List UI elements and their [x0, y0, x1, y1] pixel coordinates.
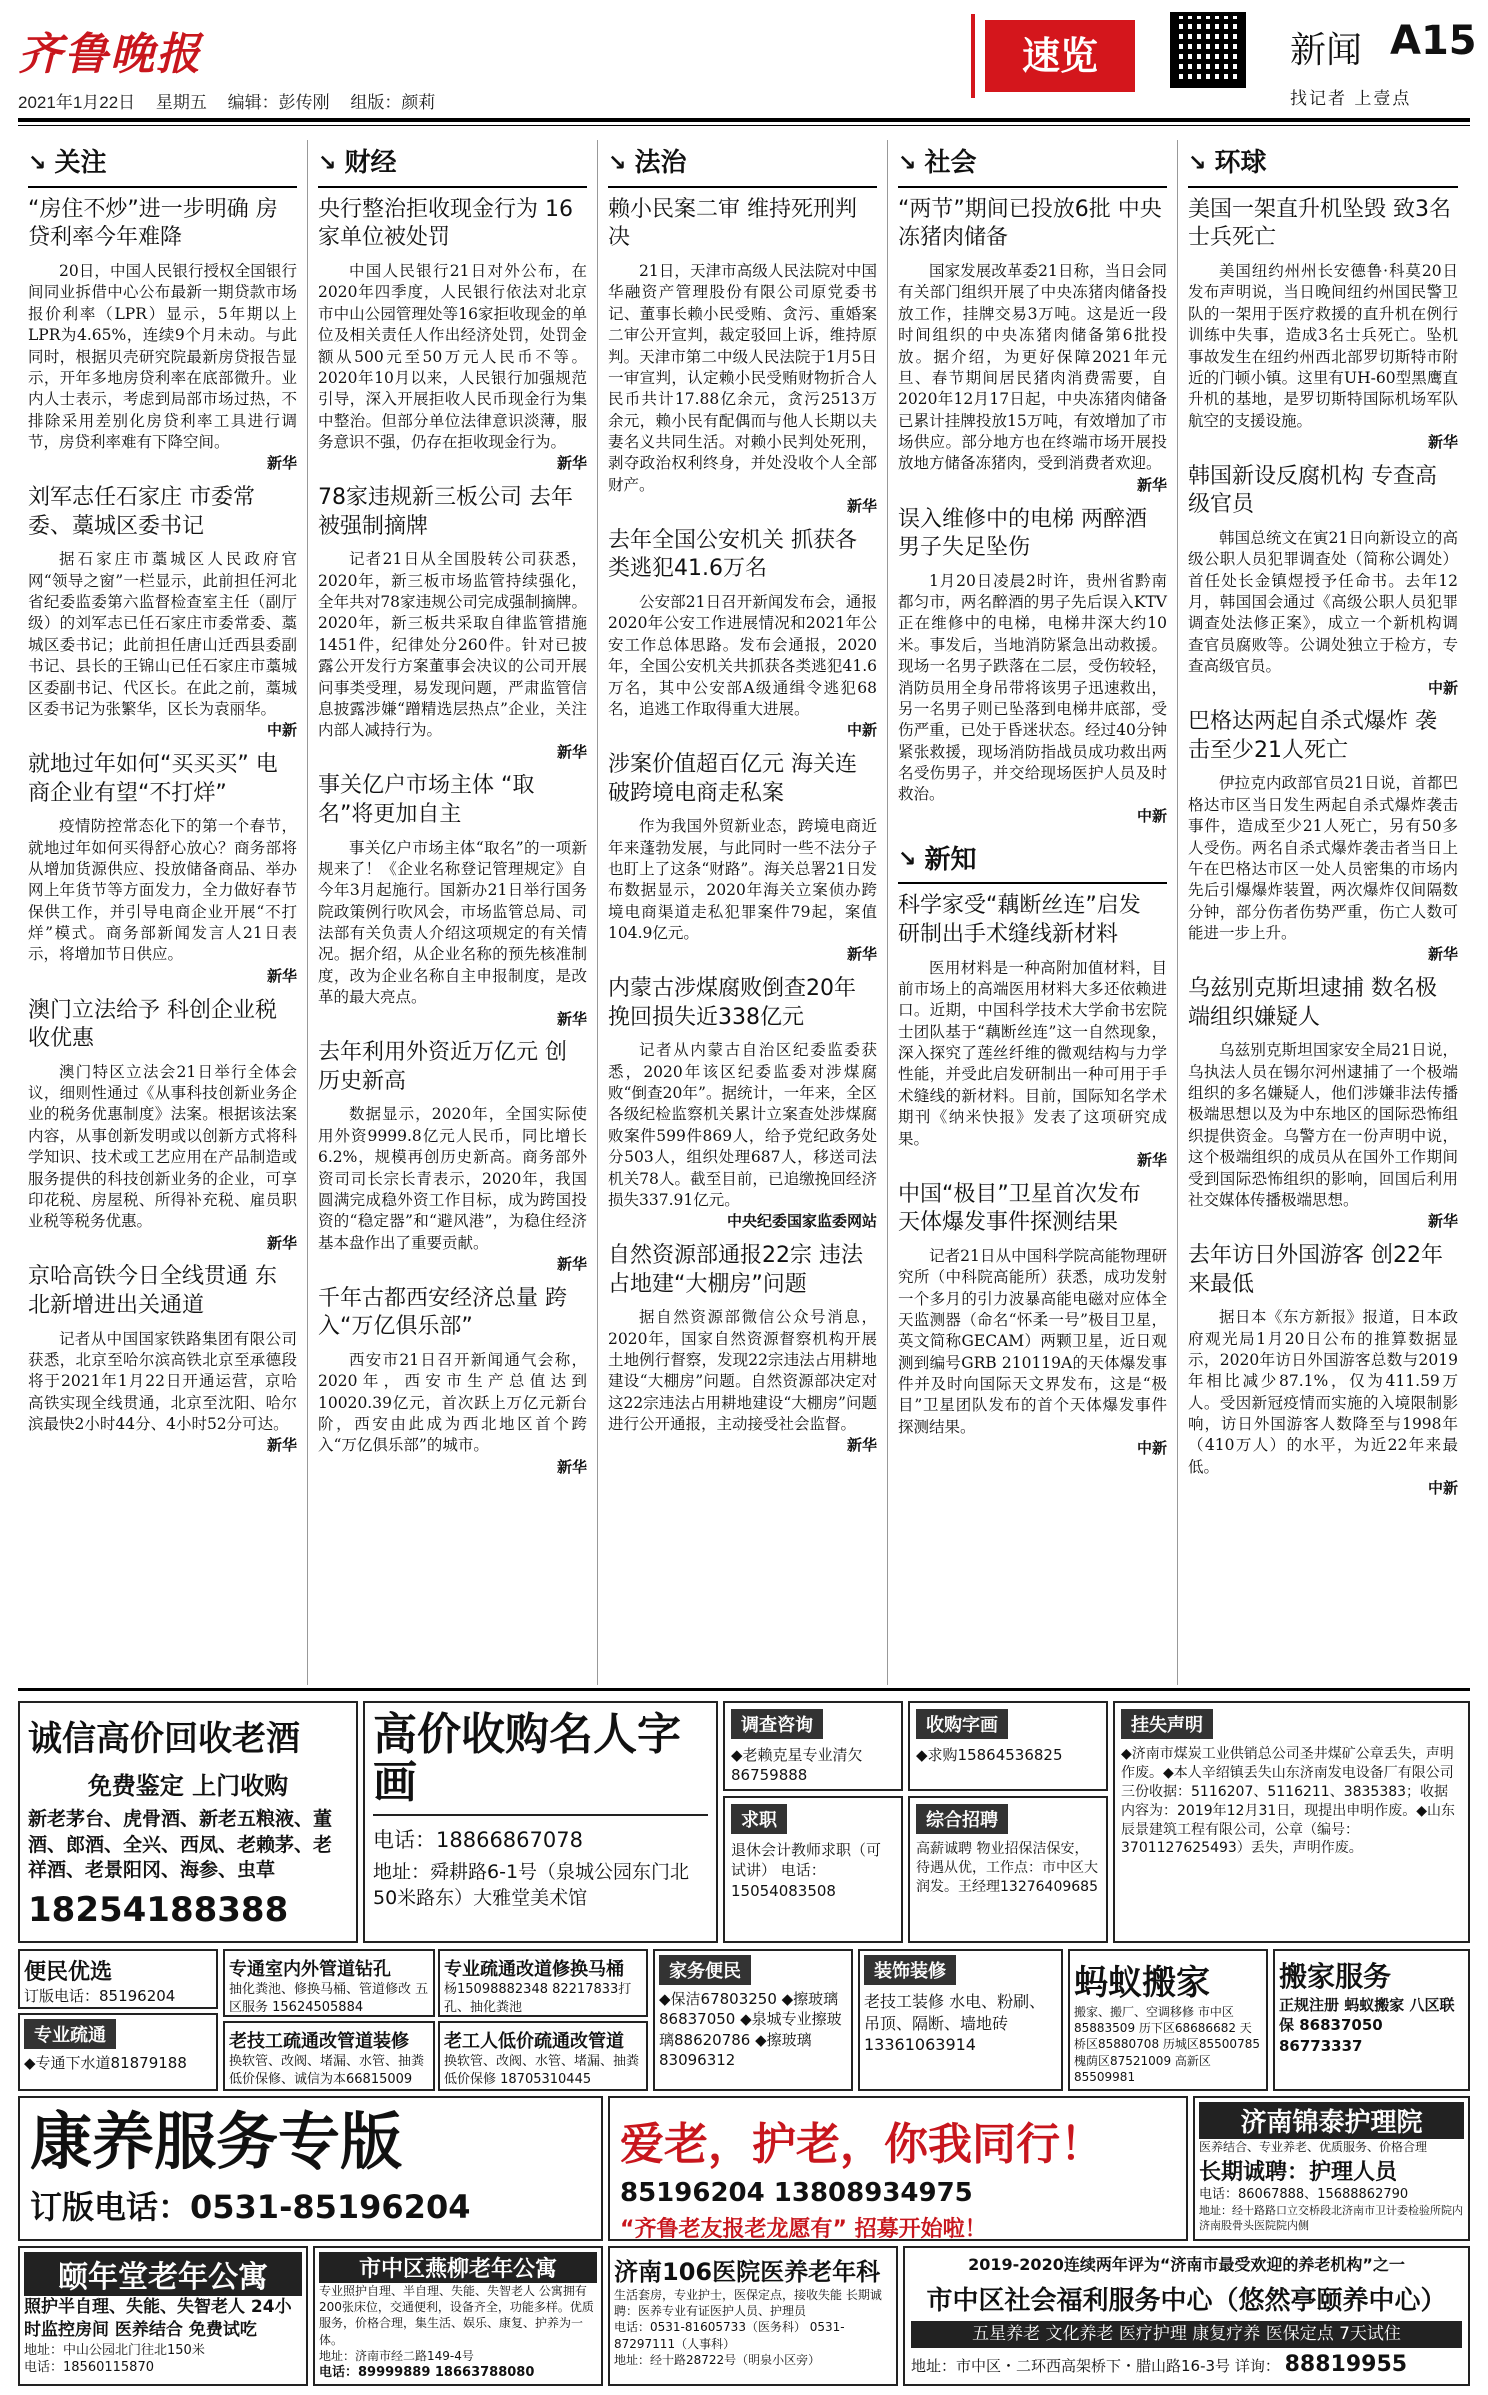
qr-code-icon: [1170, 12, 1246, 88]
column-law: [598, 140, 888, 1685]
ad-text: 搬家、搬厂、空调移修 市中区85883509 历下区68686682 天桥区85880708 历城区85500785 槐荫区87521009 高新区85509981: [1074, 2005, 1260, 2084]
article[interactable]: [28, 484, 297, 741]
article[interactable]: [608, 1242, 877, 1456]
ad-title: 济南锦泰护理院: [1199, 2102, 1464, 2139]
article-body: 数据显示，2020年，全国实际使用外资9999.8亿元人民币，同比增长6.2%，规模再创历史新高。商务部外资司司长宗长青表示，2020年，我国圆满完成稳外资工作目标，成为跨国投资的“稳定器”和“避风港”，为稳住经济基本盘作出了重要贡献。: [318, 1105, 587, 1252]
article[interactable]: [608, 751, 877, 965]
editor-credit: 编辑：彭传刚: [227, 93, 330, 112]
ad-title: 搬家服务: [1279, 1960, 1392, 1993]
arrow-icon: ↘: [898, 847, 917, 873]
ad-pipe-4[interactable]: [438, 2021, 648, 2091]
ad-statement[interactable]: [1113, 1701, 1470, 1943]
article-body: 医用材料是一种高附加值材料，目前市场上的高端医用材料大多还依赖进口。近期，中国科学技术大学俞书宏院士团队基于“藕断丝连”这一自然现象，深入探究了莲丝纤维的微观结构与力学性能，并受此启发研制出一种可用于手术缝线的新材料。目前，国际知名学术期刊《纳米快报》发表了这项研究成果。: [898, 958, 1167, 1148]
article-credit: 新华: [266, 966, 297, 985]
article-body: 据日本《东方新报》报道，日本政府观光局1月20日公布的推算数据显示，2020年访日外国游客总数与2019年相比减少87.1%，仅为411.59万人。受因新冠疫情而实施的入境限制影响，访日外国游客人数降至与1998年（410万人）的水平，为近22年来最低。: [1188, 1308, 1458, 1476]
article-title[interactable]: 韩国新设反腐机构 专查高级官员: [1188, 463, 1437, 518]
ad-yanliu[interactable]: [313, 2246, 603, 2386]
article-credit: 中新: [1427, 678, 1458, 697]
ad-welfare[interactable]: [903, 2246, 1470, 2386]
article-credit: 中新: [846, 721, 877, 740]
article-credit: 新华: [1427, 433, 1458, 452]
article-credit: 新华: [1427, 1212, 1458, 1231]
article-credit: 新华: [266, 454, 297, 473]
article-title[interactable]: 京哈高铁今日全线贯通 东北新增进出关通道: [28, 1264, 277, 1318]
article-title[interactable]: 误入维修中的电梯 两醉酒男子失足坠伤: [898, 506, 1147, 561]
ad-title: 市中区社会福利服务中心（悠然亭颐养中心）: [926, 2285, 1447, 2316]
arrow-icon: ↘: [1188, 150, 1207, 176]
article-credit: 新华: [1136, 475, 1167, 494]
ad-liquor[interactable]: [18, 1701, 358, 1943]
ad-pipe-3[interactable]: [223, 2021, 435, 2091]
arrow-icon: ↘: [28, 150, 47, 176]
ad-phone: 电话：86067888、15688862790: [1199, 2187, 1409, 2203]
ad-phone: 88819955: [1284, 2351, 1408, 2377]
ad-tag: 综合招聘: [916, 1804, 1008, 1834]
article-body: 伊拉克内政部官员21日说，首都巴格达市区当日发生两起自杀式爆炸袭击事件，造成至少21人死亡，另有50多人受伤。两名自杀式爆炸袭击者当日上午在巴格达市区一处人员密集的市场内先后引爆爆炸装置，两次爆炸仅间隔数分钟，部分伤者伤势严重，伤亡人数可能进一步上升。: [1188, 774, 1458, 943]
article-body: 记者从中国国家铁路集团有限公司获悉，北京至哈尔滨高铁北京至承德段将于2021年1月22日开通运营，京哈高铁实现全线贯通，北京至沈阳、哈尔滨最快2小时44分、4小时52分可达。: [28, 1329, 297, 1434]
ad-title: 专业疏通改道修换马桶: [444, 1959, 624, 1980]
article-title[interactable]: 刘军志任石家庄 市委常委、藁城区委书记: [28, 485, 255, 539]
column-heading: ↘ 社会: [898, 140, 1167, 188]
article-credit: 新华: [556, 1457, 587, 1476]
article-credit: 新华: [846, 497, 877, 516]
ad-phone: 电话：18866867078: [373, 1827, 583, 1852]
ad-title: 市中区燕柳老年公寓: [319, 2252, 597, 2283]
ad-slogan: “齐鲁老友报老龙愿有” 招募开始啦！: [620, 2217, 987, 2241]
ad-subtitle: 免费鉴定 上门收购: [87, 1772, 289, 1800]
column-heading: ↘ 法治: [608, 140, 877, 188]
article-credit: 新华: [1136, 1150, 1167, 1169]
ad-text: 抽化粪池、修换马桶、管道修改 五区服务 15624505884: [229, 1982, 429, 2015]
ad-title: 老技工疏通改管道装修: [229, 2031, 409, 2052]
ad-title: 诚信高价回收老酒: [28, 1719, 300, 1759]
article-body: 作为我国外贸新业态，跨境电商近年来蓬勃发展，与此同时一些不法分子也盯上了这条“财路”。海关总署21日发布数据显示，2020年海关立案侦办跨境电商渠道走私犯罪案件79起，案值104.9亿元。: [608, 817, 877, 943]
ad-repair[interactable]: [18, 2013, 218, 2091]
article-body: 公安部21日召开新闻发布会，通报2020年公安工作进展情况和2021年公安工作总体思路。发布会通报，2020年，全国公安机关共抓获各类逃犯41.6万名，其中公安部A级通缉令逃犯68名，追逃工作取得重大进展。: [608, 593, 877, 718]
column-heading: ↘ 关注: [28, 140, 297, 188]
issue-date: 2021年1月22日: [18, 93, 136, 112]
ad-title: 专通室内外管道钻孔: [229, 1959, 391, 1980]
column-heading: ↘ 环球: [1188, 140, 1458, 188]
ad-text: 杨15098882348 82217833打孔、抽化粪池: [444, 1982, 632, 2015]
masthead: [0, 0, 1488, 140]
article-title[interactable]: 中国“极目”卫星首次发布 天体爆发事件探测结果: [898, 1181, 1141, 1236]
article-title[interactable]: 去年访日外国游客 创22年来最低: [1188, 1243, 1443, 1297]
article-credit: 新华: [1427, 945, 1458, 964]
column-focus: [18, 140, 308, 1685]
article[interactable]: [898, 506, 1167, 827]
ad-convenience[interactable]: [18, 1949, 218, 2009]
ad-hospital-106[interactable]: [608, 2246, 898, 2386]
ad-text: 照护半自理、失能、失智老人 24小时监控房间 医养结合 免费试吃: [24, 2297, 292, 2340]
ad-address: 地址：济南市经二路149-4号: [319, 2348, 474, 2363]
article-body: 乌兹别克斯坦国家安全局21日说，乌执法人员在锡尔河州逮捕了一个极端组织的多名嫌疑人，他们涉嫌非法传播极端思想以及为中东地区的国际恐怖组织提供资金。乌警方在一份声明中说，这个极端组织的成员从在国外工作期间受到国际恐怖组织的影响，回国后利用社交媒体传播极端思想。: [1188, 1041, 1458, 1209]
ad-tag: 调查咨询: [731, 1709, 823, 1739]
article-title[interactable]: 自然资源部通报22宗 违法占地建“大棚房”问题: [608, 1243, 863, 1297]
ad-pipe-2[interactable]: [438, 1949, 648, 2017]
article[interactable]: [898, 1181, 1167, 1459]
ad-tag: 求职: [731, 1804, 787, 1834]
article-body: 21日，天津市高级人民法院对中国华融资产管理股份有限公司原党委书记、董事长赖小民受贿、贪污、重婚案二审公开宣判，裁定驳回上诉，维持原判。天津市第二中级人民法院于1月5日一审宣判，认定赖小民受贿财物折合人民币共计17.88亿余元，贪污2513万余元，赖小民有配偶而与他人长期以夫妻名义共同生活。对赖小民判处死刑，剥夺政治权利终身，并处没收个人全部财产。: [608, 262, 877, 494]
article[interactable]: [608, 527, 877, 741]
ad-pipe-1[interactable]: [223, 1949, 435, 2017]
ad-home[interactable]: [653, 1949, 853, 2091]
article-body: 疫情防控常态化下的第一个春节，就地过年如何买得舒心放心？商务部将从增加货源供应、投放储备商品、举办网上年货节等方面发力，全力做好春节保供工作，并引导电商企业开展“不打烊”模式。商务部新闻发言人21日表示，将增加节日供应。: [28, 817, 297, 964]
ad-phone: 电话：89999889 18663788080: [319, 2364, 535, 2380]
article-credit: 中新: [266, 721, 297, 740]
ad-elder[interactable]: [608, 2096, 1188, 2241]
article-title[interactable]: 千年古都西安经济总量 跨入“万亿俱乐部”: [318, 1285, 567, 1340]
ad-phone: 18254188388: [28, 1889, 289, 1930]
ad-phone: 订版电话：85196204: [24, 1987, 176, 2005]
article[interactable]: [28, 997, 297, 1254]
article[interactable]: [318, 772, 587, 1029]
ad-text: 退休会计教师求职（可试讲） 电话：15054083508: [731, 1841, 882, 1900]
article-body: 20日，中国人民银行授权全国银行间同业拆借中心公布最新一期贷款市场报价利率（LPR）显示，5年期以上LPR为4.65%，连续9个月未动。与此同时，根据贝壳研究院最新房贷报告显示，开年多地房贷利率在底部微升。业内人士表示，考虑到局部市场过热，不排除采用差别化房贷利率工具进行调节，房贷利率难有下降空间。: [28, 262, 297, 452]
ad-phone: 电话：18560115870: [24, 2360, 154, 2376]
ad-text: 正规注册 蚂蚁搬家 八区联保 86837050 86773337: [1279, 1996, 1455, 2055]
article-body: 美国纽约州州长安德鲁·科莫20日发布声明说，当日晚间纽约州国民警卫队的一架用于医疗救援的直升机在例行训练中失事，造成3名士兵死亡。坠机事故发生在纽约州西北部罗切斯特市附近的门顿小镇。这里有UH-60型黑鹰直升机的基地，是罗切斯特国际机场军队航空的支援设施。: [1188, 262, 1458, 430]
ad-text: 生活套房，专业护士，医保定点，接收失能 长期诚聘：医养专业有证医护人员、护理员: [614, 2288, 882, 2319]
news-columns: [18, 140, 1470, 1685]
article-credit: 中新: [1136, 806, 1167, 825]
article-title[interactable]: 内蒙古涉煤腐败倒查20年 挽回损失近338亿元: [608, 976, 856, 1030]
article[interactable]: [1188, 463, 1458, 699]
article-credit: 新华: [846, 1436, 877, 1455]
article[interactable]: [608, 975, 877, 1232]
article-body: 据石家庄市藁城区人民政府官网“领导之窗”一栏显示，此前担任河北省纪委监委第六监督检查室主任（副厅级）的刘军志已任石家庄市委常委、藁城区委书记；此前担任唐山迁西县委副书记、县长的王锦山已任石家庄市藁城区委副书记、代区长。在此之前，藁城区委书记为张繁华，区长为袁丽华。: [28, 550, 297, 718]
ad-yinian[interactable]: [18, 2246, 308, 2386]
ad-award: 2019-2020连续两年评为“济南市最受欢迎的养老机构”之一: [968, 2255, 1405, 2274]
speed-label: 速览: [985, 20, 1135, 92]
article-credit: 新华: [266, 1233, 297, 1252]
article-title[interactable]: “房住不炒”进一步明确 房贷利率今年难降: [28, 196, 278, 251]
article-title[interactable]: 去年利用外资近万亿元 创历史新高: [318, 1040, 567, 1094]
ad-recruit[interactable]: [908, 1796, 1108, 1943]
article-credit: 新华: [846, 945, 877, 964]
column-society: [888, 140, 1178, 1685]
article-title[interactable]: 央行整治拒收现金行为 16家单位被处罚: [318, 196, 573, 251]
article[interactable]: [1188, 975, 1458, 1232]
ad-text: 老技工装修 水电、粉刷、吊顶、隔断、墙地砖13361063914: [864, 1992, 1046, 2055]
article-title[interactable]: 涉案价值超百亿元 海关连破跨境电商走私案: [608, 752, 857, 806]
article-title[interactable]: 澳门立法给予 科创企业税收优惠: [28, 997, 277, 1052]
ad-text: 换软管、改阀、水管、堵漏、抽粪 低价保修 18705310445: [444, 2054, 640, 2087]
ad-tag: 挂失声明: [1121, 1709, 1213, 1739]
ad-title: 高价收购名人字画: [373, 1711, 708, 1816]
article-credit: 中新: [1427, 1479, 1458, 1498]
article-title[interactable]: 事关亿户市场主体 “取名”将更加自主: [318, 773, 535, 827]
article-body: 记者从内蒙古自治区纪委监委获悉，2020年该区纪委监委对涉煤腐败“倒查20年”。据统计，一年来，全区各级纪检监察机关累计立案查处涉煤腐败案件599件869人，给予党纪政务处分503人，组织处理687人，移送司法机关78人。截至目前，已追缴挽回经济损失337.91亿元。: [608, 1041, 877, 1209]
article-title[interactable]: 科学家受“藕断丝连”启发 研制出手术缝线新材料: [898, 893, 1141, 947]
article-title[interactable]: 78家违规新三板公司 去年被强制摘牌: [318, 485, 573, 539]
ad-address: 地址：市中区・二环西高架桥下・腊山路16-3号 详询：: [911, 2356, 1280, 2375]
article-body: 西安市21日召开新闻通气会称，2020年，西安市生产总值达到10020.39亿元，首次跃上万亿元新台阶，西安由此成为西北地区首个跨入“万亿俱乐部”的城市。: [318, 1350, 587, 1455]
article[interactable]: [898, 892, 1167, 1170]
article-title[interactable]: 去年全国公安机关 抓获各类逃犯41.6万名: [608, 527, 857, 582]
ad-calligraphy[interactable]: [363, 1701, 718, 1943]
article[interactable]: [898, 196, 1167, 496]
ad-text: ◆专通下水道81879188: [24, 2054, 187, 2072]
ad-phone: 电话：0531-81605733（医务科） 0531-87297111（人事科）: [614, 2320, 845, 2351]
article[interactable]: [318, 484, 587, 762]
newspaper-logo: 齐鲁晚报: [18, 29, 202, 80]
page-number: A15: [1390, 18, 1477, 64]
article[interactable]: [28, 751, 297, 987]
ad-moving-service[interactable]: [1273, 1949, 1470, 2091]
column-world: [1178, 140, 1468, 1685]
article-credit: 新华: [556, 1009, 587, 1028]
ad-decor[interactable]: [858, 1949, 1063, 2091]
ad-tag: 专业疏通: [24, 2019, 116, 2049]
issue-weekday: 星期五: [155, 93, 207, 112]
ad-title: 康养服务专版: [30, 2105, 403, 2178]
article-body: 事关亿户市场主体“取名”的一项新规来了！《企业名称登记管理规定》自今年3月起施行。国新办21日举行国务院政策例行吹风会，市场监管总局、司法部有关负责人介绍这项规定的有关情况。据介绍，从企业名称的预先核准制度，改为企业名称自主申报制度，是改革的最大亮点。: [318, 838, 587, 1007]
arrow-icon: ↘: [318, 150, 337, 176]
article-body: 澳门特区立法会21日举行全体会议，细则性通过《从事科技创新业务企业的税务优惠制度》法案。根据该法案内容，从事创新发明或以创新方式将科学知识、技术或工艺应用在产品制造或服务提供的科技创新业务的企业，可享印花税、房屋税、所得补充税、雇员职业税等税务优惠。: [28, 1062, 297, 1231]
article-credit: 中新: [1136, 1439, 1167, 1458]
ad-phone: 订版电话：0531-85196204: [30, 2188, 471, 2227]
column-finance: [308, 140, 598, 1685]
article-title[interactable]: 赖小民案二审 维持死刑判决: [608, 196, 857, 251]
ad-title: 颐年堂老年公寓: [24, 2252, 302, 2296]
article-body: 国家发展改革委21日称，当日会同有关部门组织开展了中央冻猪肉储备投放工作，挂牌交易3万吨。这是近一段时间组织的中央冻猪肉储备第6批投放。据介绍，为更好保障2021年元旦、春节期间居民猪肉消费需要，自2020年12月17日起，中央冻猪肉储备已累计挂牌投放15万吨，有效增加了市场供应。部分地方也在终端市场开展投放地方储备冻猪肉，受到消费者欢迎。: [898, 262, 1167, 473]
ad-services: 五星养老 文化养老 医疗护理 康复疗养 医保定点 7天试住: [911, 2321, 1462, 2348]
ad-title: 便民优选: [24, 1960, 113, 1985]
section-name: 新闻: [1290, 30, 1363, 71]
ad-tag: 装饰装修: [864, 1955, 956, 1985]
reporter-slogan: 找记者 上壹点: [1290, 89, 1412, 109]
arrow-icon: ↘: [898, 150, 917, 176]
ad-job[interactable]: [723, 1796, 903, 1943]
ad-text: ◆济南市煤炭工业供销总公司圣井煤矿公章丢失，声明作废。◆本人辛绍镇丢失山东济南发电设备厂有限公司三份收据：5116207、5116211、3835383；收据内容为：2019年12月31日，现提出申明作废。◆山东辰景建筑工程有限公司，公章（编号：3701127625493）丢失，声明作废。: [1121, 1746, 1456, 1857]
article[interactable]: [28, 1263, 297, 1456]
arrow-icon: ↘: [608, 150, 627, 176]
masthead-rule: [18, 118, 1470, 122]
ad-text: ◆保洁67803250 ◆擦玻璃86837050 ◆泉城专业擦玻璃88620786 ◆擦玻璃83096312: [659, 1990, 842, 2069]
article-body: 记者21日从中国科学院高能物理研究所（中科院高能所）获悉，成功发射一个多月的引力波暴高能电磁对应体全天监测器（命名“怀柔一号”极目卫星，英文简称GECAM）两颗卫星，近日观测到编号GRB 210119A的天体爆发事件并及时向国际天文界发布，这是“极目”卫星团队发布的首个天体爆发事件探测结果。: [898, 1246, 1167, 1436]
article[interactable]: [1188, 196, 1458, 453]
ad-kangyang[interactable]: [18, 2096, 603, 2241]
ad-text: ◆求购15864536825: [916, 1746, 1063, 1764]
article-credit: 新华: [556, 742, 587, 761]
article[interactable]: [318, 1039, 587, 1275]
article-credit: 新华: [266, 1436, 297, 1455]
ad-address: 地址：中山公园北门往北150米: [24, 2342, 205, 2358]
ad-tag: 收购字画: [916, 1709, 1008, 1739]
ad-address: 地址：舜耕路6-1号（泉城公园东门北50米路东）大雅堂美术馆: [373, 1861, 690, 1909]
article[interactable]: [318, 1285, 587, 1478]
article-body: 1月20日凌晨2时许，贵州省黔南都匀市，两名醉酒的男子先后误入KTV正在维修中的电梯，电梯井深大约10米。事发后，当地消防紧急出动救援。现场一名男子跌落在二层，受伤较轻，消防员用全身吊带将该男子迅速救出，另一名男子则已坠落到电梯井底部，受伤严重，已处于昏迷状态。经过40分钟紧张救援，现场消防指战员成功救出两名受伤男子，并交给现场医护人员及时救治。: [898, 571, 1167, 804]
article[interactable]: [1188, 708, 1458, 965]
subsection-heading: ↘ 新知: [898, 837, 1167, 885]
article[interactable]: [1188, 1242, 1458, 1499]
masthead-rule-thin: [18, 125, 1470, 126]
ad-text: 新老茅台、虎骨酒、新老五粮液、董酒、郎酒、全兴、西凤、老赖茅、老祥酒、老景阳冈、海参、虫草: [28, 1808, 333, 1882]
article[interactable]: [608, 196, 877, 517]
article-credit: 中央纪委国家监委网站: [726, 1212, 877, 1231]
article-title[interactable]: 就地过年如何“买买买” 电商企业有望“不打烊”: [28, 752, 278, 806]
ad-collect[interactable]: [908, 1701, 1108, 1791]
ad-address: 地址：经十路28722号（明泉小区旁）: [614, 2352, 821, 2367]
article-body: 韩国总统文在寅21日向新设立的高级公职人员犯罪调查处（简称公调处）首任处长金镇煜授予任命书。去年12月，韩国国会通过《高级公职人员犯罪调查处法修正案》，成立一个新机构调查官员腐败等。公调处独立于检方，专查高级官员。: [1188, 528, 1458, 676]
ad-moving[interactable]: [1068, 1949, 1268, 2091]
ad-text: 专业照护自理、半自理、失能、失智老人 公寓拥有200张床位，交通便利，设备齐全，功能多样。优质服务，价格合理，集生活、娱乐、康复、护养为一体。: [319, 2284, 594, 2347]
article-body: 中国人民银行21日对外公布，在2020年四季度，人民银行依法对北京市中山公园管理处等16家拒收现金的单位及相关责任人作出经济处罚，处罚金额从500元至50万元人民币不等。2020年10月以来，人民银行加强规范引导，深入开展拒收人民币现金行为集中整治。但部分单位法律意识淡薄，服务意识不强，仍存在拒收现金行为。: [318, 262, 587, 452]
ad-tag: 家务便民: [659, 1955, 751, 1985]
ad-hire: 长期诚聘：护理人员: [1199, 2160, 1398, 2186]
ad-text: ◆老赖克星专业清欠 86759888: [731, 1746, 863, 1785]
ad-text: 医养结合、专业养老、优质服务、价格合理: [1199, 2140, 1428, 2154]
ad-address: 地址：经十路路口立交桥段北济南市卫计委检验所院内 济南股骨头医院院内侧: [1199, 2203, 1463, 2232]
ad-phone: 85196204 13808934975: [620, 2178, 973, 2208]
article-title[interactable]: 巴格达两起自杀式爆炸 袭击至少21人死亡: [1188, 709, 1437, 763]
article-body: 据自然资源部微信公众号消息，2020年，国家自然资源督察机构开展土地例行督察，发现22宗违法占用耕地建设“大棚房”问题。自然资源部决定对这22宗违法占用耕地建设“大棚房”问题进行公开通报，主动接受社会监督。: [608, 1308, 877, 1434]
column-heading: ↘ 财经: [318, 140, 587, 188]
article-title[interactable]: 乌兹别克斯坦逮捕 数名极端组织嫌疑人: [1188, 976, 1437, 1030]
article-title[interactable]: “两节”期间已投放6批 中央冻猪肉储备: [898, 196, 1162, 251]
classified-ads: [18, 1688, 1470, 2388]
ad-consult[interactable]: [723, 1701, 903, 1791]
article[interactable]: [28, 196, 297, 474]
designer-credit: 组版：颜莉: [350, 93, 436, 112]
article-body: 记者21日从全国股转公司获悉，2020年，新三板市场监管持续强化，全年共对78家违规公司完成强制摘牌。2020年，新三板共采取自律监管措施1451件，纪律处分260件。针对已披露公开发行方案董事会决议的公司开展问事类受理，易发现问题，严肃监管信息披露涉嫌“蹭精选层热点”企业，关注内部人减持行为。: [318, 550, 587, 740]
ad-jintai[interactable]: [1193, 2096, 1470, 2241]
article-credit: 新华: [556, 1255, 587, 1274]
ad-title: 老工人低价疏通改管道: [444, 2031, 624, 2052]
ad-title: 济南106医院医养老年科: [614, 2258, 881, 2286]
article[interactable]: [318, 196, 587, 474]
article-title[interactable]: 美国一架直升机坠毁 致3名士兵死亡: [1188, 196, 1451, 251]
ad-text: 高薪诚聘 物业招保洁保安，待遇从优，工作点：市中区大润发。王经理13276409685: [916, 1841, 1098, 1895]
article-credit: 新华: [556, 454, 587, 473]
ad-title: 蚂蚁搬家: [1074, 1963, 1210, 2003]
ad-title: 爱老，护老，你我同行！: [620, 2119, 1104, 2170]
ad-text: 换软管、改阀、堵漏、水管、抽粪 低价保修、诚信为本66815009: [229, 2054, 425, 2087]
dateline: [18, 88, 451, 113]
